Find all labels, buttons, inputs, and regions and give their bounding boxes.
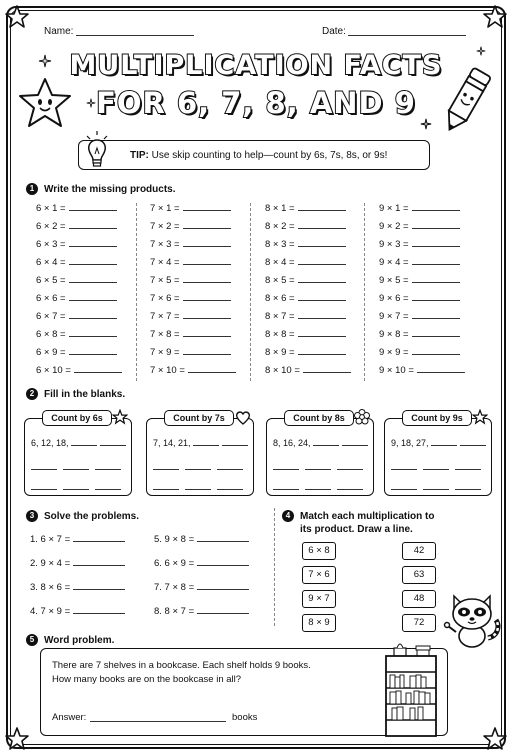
star-icon bbox=[472, 409, 488, 425]
fact-text: 6 × 10 = bbox=[36, 365, 71, 376]
answer-blank[interactable] bbox=[69, 293, 117, 301]
answer-blank[interactable] bbox=[412, 239, 460, 247]
answer-blank[interactable] bbox=[73, 582, 125, 590]
fact-text: 9 × 8 = bbox=[379, 329, 409, 340]
star-icon bbox=[4, 726, 30, 752]
page-title-line1: MULTIPLICATION FACTS bbox=[69, 50, 443, 81]
answer-blank[interactable] bbox=[412, 293, 460, 301]
pencil-mascot-icon bbox=[436, 64, 496, 138]
section-title: Word problem. bbox=[44, 635, 115, 646]
answer-blank[interactable] bbox=[183, 311, 231, 319]
section-number: 3 bbox=[26, 510, 38, 522]
fact-item bbox=[379, 311, 460, 323]
fact-item bbox=[36, 311, 117, 323]
match-right-item[interactable]: 42 bbox=[402, 542, 436, 560]
match-left-item[interactable]: 9 × 7 bbox=[302, 590, 336, 608]
fact-text: 6 × 6 = bbox=[36, 293, 66, 304]
raccoon-mascot-icon bbox=[442, 588, 504, 650]
fact-text: 8 × 6 = bbox=[265, 293, 295, 304]
sequence-row bbox=[391, 462, 487, 472]
answer-blank[interactable] bbox=[31, 482, 57, 490]
problem-text: 3. 8 × 6 = bbox=[30, 582, 71, 593]
answer-blank[interactable] bbox=[298, 257, 346, 265]
answer-blank[interactable] bbox=[273, 482, 299, 490]
fact-text: 8 × 4 = bbox=[265, 257, 295, 268]
match-right-item[interactable]: 72 bbox=[402, 614, 436, 632]
fact-item bbox=[36, 347, 117, 359]
fact-text: 8 × 7 = bbox=[265, 311, 295, 322]
fact-item bbox=[265, 293, 346, 305]
column-divider bbox=[250, 203, 251, 381]
problem-item bbox=[154, 558, 249, 569]
fact-text: 6 × 4 = bbox=[36, 257, 66, 268]
sequence-row bbox=[391, 482, 487, 492]
fact-text: 9 × 2 = bbox=[379, 221, 409, 232]
answer-blank[interactable] bbox=[197, 558, 249, 566]
fact-item bbox=[379, 257, 460, 269]
sequence-row bbox=[31, 482, 127, 492]
fact-item bbox=[36, 293, 117, 305]
answer-blank[interactable] bbox=[298, 221, 346, 229]
fact-item bbox=[36, 257, 117, 269]
fact-item bbox=[150, 257, 231, 269]
match-left-item[interactable]: 6 × 8 bbox=[302, 542, 336, 560]
fact-item bbox=[150, 311, 231, 323]
answer-blank[interactable] bbox=[342, 438, 368, 446]
fact-text: 7 × 10 = bbox=[150, 365, 185, 376]
sequence-row bbox=[273, 438, 368, 448]
answer-label: Answer: bbox=[52, 712, 87, 723]
answer-blank[interactable] bbox=[69, 311, 117, 319]
fact-text: 6 × 9 = bbox=[36, 347, 66, 358]
fact-text: 8 × 3 = bbox=[265, 239, 295, 250]
fact-text: 8 × 5 = bbox=[265, 275, 295, 286]
answer-blank[interactable] bbox=[69, 257, 117, 265]
answer-blank[interactable] bbox=[273, 462, 299, 470]
problem-text: 8. 8 × 7 = bbox=[154, 606, 195, 617]
answer-blank[interactable] bbox=[217, 482, 243, 490]
fact-text: 9 × 4 = bbox=[379, 257, 409, 268]
answer-blank[interactable] bbox=[63, 482, 89, 490]
date-field[interactable] bbox=[348, 26, 466, 36]
answer-blank[interactable] bbox=[69, 239, 117, 247]
tip-text bbox=[130, 150, 387, 161]
word-problem-line1: There are 7 shelves in a bookcase. Each shelf holds 9 books. bbox=[52, 660, 311, 671]
sequence-row bbox=[273, 462, 369, 472]
problem-item bbox=[30, 606, 125, 617]
fact-text: 7 × 7 = bbox=[150, 311, 180, 322]
sequence-row bbox=[31, 462, 127, 472]
answer-blank[interactable] bbox=[423, 462, 449, 470]
answer-blank[interactable] bbox=[183, 257, 231, 265]
answer-blank[interactable] bbox=[197, 534, 249, 542]
sequence-row bbox=[391, 438, 486, 448]
answer-blank[interactable] bbox=[185, 482, 211, 490]
sparkle-icon bbox=[476, 46, 486, 56]
answer-blank[interactable] bbox=[95, 462, 121, 470]
answer-blank[interactable] bbox=[412, 203, 460, 211]
fact-item bbox=[150, 275, 231, 287]
sequence-start: 8, 16, 24, bbox=[273, 438, 311, 448]
fact-text: 6 × 7 = bbox=[36, 311, 66, 322]
fact-item bbox=[150, 203, 231, 215]
fact-item bbox=[379, 365, 465, 377]
answer-blank[interactable] bbox=[183, 239, 231, 247]
sparkle-icon bbox=[420, 118, 432, 130]
answer-blank[interactable] bbox=[183, 293, 231, 301]
section-title-line2: its product. Draw a line. bbox=[300, 524, 413, 535]
answer-blank[interactable] bbox=[460, 438, 486, 446]
problem-item bbox=[30, 534, 125, 545]
sequence-row bbox=[153, 438, 248, 448]
answer-blank[interactable] bbox=[197, 582, 249, 590]
fact-item bbox=[150, 347, 231, 359]
answer-unit: books bbox=[232, 712, 258, 723]
answer-blank[interactable] bbox=[69, 275, 117, 283]
answer-blank[interactable] bbox=[417, 365, 465, 373]
answer-blank[interactable] bbox=[313, 438, 339, 446]
answer-blank[interactable] bbox=[337, 482, 363, 490]
fact-item bbox=[265, 239, 346, 251]
answer-blank[interactable] bbox=[183, 329, 231, 337]
fact-item bbox=[150, 221, 231, 233]
fact-item bbox=[150, 365, 236, 377]
problem-text: 4. 7 × 9 = bbox=[30, 606, 71, 617]
answer-blank[interactable] bbox=[412, 347, 460, 355]
answer-blank[interactable] bbox=[183, 203, 231, 211]
section-divider bbox=[274, 508, 275, 626]
answer-blank[interactable] bbox=[391, 462, 417, 470]
answer-blank[interactable] bbox=[217, 462, 243, 470]
fact-text: 8 × 2 = bbox=[265, 221, 295, 232]
problem-text: 5. 9 × 8 = bbox=[154, 534, 195, 545]
answer-blank[interactable] bbox=[455, 482, 481, 490]
fact-item bbox=[150, 329, 231, 341]
fact-item bbox=[36, 275, 117, 287]
fact-item bbox=[379, 275, 460, 287]
answer-blank[interactable] bbox=[298, 293, 346, 301]
star-icon bbox=[4, 4, 30, 30]
answer-blank[interactable] bbox=[412, 221, 460, 229]
word-problem-line2: How many books are on the bookcase in all? bbox=[52, 674, 242, 685]
fact-text: 8 × 10 = bbox=[265, 365, 300, 376]
problem-item bbox=[30, 582, 125, 593]
fact-item bbox=[379, 293, 460, 305]
fact-text: 9 × 7 = bbox=[379, 311, 409, 322]
name-label: Name: bbox=[44, 26, 74, 37]
answer-blank[interactable] bbox=[69, 221, 117, 229]
count-box-label: Count by 9s bbox=[402, 410, 472, 426]
answer-blank[interactable] bbox=[74, 365, 122, 373]
answer-blank[interactable] bbox=[73, 558, 125, 566]
bookcase-icon bbox=[380, 638, 442, 740]
answer-blank[interactable] bbox=[298, 329, 346, 337]
sequence-row bbox=[153, 462, 249, 472]
answer-blank[interactable] bbox=[298, 347, 346, 355]
fact-item bbox=[379, 203, 460, 215]
answer-blank[interactable] bbox=[69, 347, 117, 355]
answer-blank[interactable] bbox=[298, 275, 346, 283]
answer-blank[interactable] bbox=[303, 365, 351, 373]
answer-blank[interactable] bbox=[69, 203, 117, 211]
section-title: Solve the problems. bbox=[44, 511, 140, 522]
fact-text: 7 × 6 = bbox=[150, 293, 180, 304]
answer-blank[interactable] bbox=[423, 482, 449, 490]
answer-blank[interactable] bbox=[391, 482, 417, 490]
answer-blank[interactable] bbox=[412, 329, 460, 337]
fact-text: 8 × 9 = bbox=[265, 347, 295, 358]
answer-blank[interactable] bbox=[431, 438, 457, 446]
match-right-item[interactable]: 48 bbox=[402, 590, 436, 608]
sequence-start: 7, 14, 21, bbox=[153, 438, 191, 448]
answer-blank[interactable] bbox=[298, 203, 346, 211]
fact-text: 7 × 4 = bbox=[150, 257, 180, 268]
fact-text: 7 × 5 = bbox=[150, 275, 180, 286]
heart-icon bbox=[235, 410, 251, 425]
smiling-star-icon bbox=[16, 76, 74, 132]
answer-blank[interactable] bbox=[412, 311, 460, 319]
problem-item bbox=[154, 582, 249, 593]
fact-item bbox=[150, 239, 231, 251]
sparkle-icon bbox=[38, 54, 52, 68]
column-divider bbox=[364, 203, 365, 381]
star-icon bbox=[482, 4, 508, 30]
problem-text: 1. 6 × 7 = bbox=[30, 534, 71, 545]
problem-item bbox=[154, 534, 249, 545]
answer-blank[interactable] bbox=[222, 438, 248, 446]
fact-text: 7 × 3 = bbox=[150, 239, 180, 250]
answer-blank[interactable] bbox=[95, 482, 121, 490]
answer-blank[interactable] bbox=[69, 329, 117, 337]
answer-blank[interactable] bbox=[305, 482, 331, 490]
problem-item bbox=[30, 558, 125, 569]
fact-item bbox=[36, 221, 117, 233]
answer-blank[interactable] bbox=[73, 534, 125, 542]
fact-text: 9 × 6 = bbox=[379, 293, 409, 304]
answer-blank[interactable] bbox=[197, 606, 249, 614]
sparkle-icon bbox=[86, 98, 96, 108]
sequence-row bbox=[153, 482, 249, 492]
fact-text: 9 × 1 = bbox=[379, 203, 409, 214]
fact-item bbox=[150, 293, 231, 305]
sequence-start: 9, 18, 27, bbox=[391, 438, 429, 448]
answer-blank[interactable] bbox=[185, 462, 211, 470]
fact-item bbox=[36, 329, 117, 341]
section-number: 4 bbox=[282, 510, 294, 522]
fact-text: 6 × 8 = bbox=[36, 329, 66, 340]
count-box-label: Count by 6s bbox=[42, 410, 112, 426]
fact-item bbox=[379, 347, 460, 359]
fact-text: 7 × 2 = bbox=[150, 221, 180, 232]
answer-blank[interactable] bbox=[188, 365, 236, 373]
fact-item bbox=[379, 239, 460, 251]
fact-text: 6 × 1 = bbox=[36, 203, 66, 214]
problem-item bbox=[154, 606, 249, 617]
answer-blank[interactable] bbox=[193, 438, 219, 446]
sequence-row bbox=[31, 438, 126, 448]
answer-blank[interactable] bbox=[298, 311, 346, 319]
fact-text: 8 × 1 = bbox=[265, 203, 295, 214]
section-number: 5 bbox=[26, 634, 38, 646]
section-title: Fill in the blanks. bbox=[44, 389, 126, 400]
answer-blank[interactable] bbox=[63, 462, 89, 470]
fact-item bbox=[36, 239, 117, 251]
fact-item bbox=[265, 347, 346, 359]
fact-item bbox=[265, 221, 346, 233]
answer-blank[interactable] bbox=[183, 221, 231, 229]
lightbulb-icon bbox=[84, 130, 110, 172]
answer-blank[interactable] bbox=[455, 462, 481, 470]
tip-content: Use skip counting to help—count by 6s, 7s, 8s, or 9s! bbox=[151, 150, 388, 161]
answer-blank[interactable] bbox=[73, 606, 125, 614]
fact-text: 7 × 1 = bbox=[150, 203, 180, 214]
star-icon bbox=[112, 409, 128, 425]
answer-blank[interactable] bbox=[71, 438, 97, 446]
date-label: Date: bbox=[322, 26, 346, 37]
count-box-label: Count by 7s bbox=[164, 410, 234, 426]
fact-item bbox=[265, 329, 346, 341]
problem-text: 7. 7 × 8 = bbox=[154, 582, 195, 593]
fact-item bbox=[265, 257, 346, 269]
count-box-label: Count by 8s bbox=[284, 410, 354, 426]
fact-item bbox=[36, 203, 117, 215]
fact-text: 7 × 8 = bbox=[150, 329, 180, 340]
tip-label: TIP: bbox=[130, 150, 149, 161]
answer-blank[interactable] bbox=[31, 462, 57, 470]
answer-blank[interactable] bbox=[183, 275, 231, 283]
fact-text: 9 × 10 = bbox=[379, 365, 414, 376]
match-right-item[interactable]: 63 bbox=[402, 566, 436, 584]
answer-blank[interactable] bbox=[100, 438, 126, 446]
sequence-row bbox=[273, 482, 369, 492]
section-title-line1: Match each multiplication to bbox=[300, 511, 435, 522]
column-divider bbox=[136, 203, 137, 381]
fact-text: 8 × 8 = bbox=[265, 329, 295, 340]
section-number: 1 bbox=[26, 183, 38, 195]
flower-icon bbox=[354, 409, 370, 425]
fact-item bbox=[265, 311, 346, 323]
problem-text: 2. 9 × 4 = bbox=[30, 558, 71, 569]
fact-text: 9 × 3 = bbox=[379, 239, 409, 250]
problem-text: 6. 6 × 9 = bbox=[154, 558, 195, 569]
page-title-line2: FOR 6, 7, 8, AND 9 bbox=[96, 86, 416, 120]
match-left-item[interactable]: 8 × 9 bbox=[302, 614, 336, 632]
answer-blank[interactable] bbox=[412, 275, 460, 283]
section-title: Write the missing products. bbox=[44, 184, 176, 195]
match-left-item[interactable]: 7 × 6 bbox=[302, 566, 336, 584]
answer-blank[interactable] bbox=[183, 347, 231, 355]
answer-field[interactable] bbox=[90, 712, 226, 722]
answer-blank[interactable] bbox=[153, 482, 179, 490]
star-icon bbox=[482, 726, 508, 752]
fact-text: 6 × 2 = bbox=[36, 221, 66, 232]
answer-blank[interactable] bbox=[153, 462, 179, 470]
fact-item bbox=[265, 365, 351, 377]
fact-item bbox=[379, 221, 460, 233]
name-field[interactable] bbox=[76, 26, 194, 36]
fact-text: 7 × 9 = bbox=[150, 347, 180, 358]
fact-text: 9 × 5 = bbox=[379, 275, 409, 286]
section-number: 2 bbox=[26, 388, 38, 400]
sequence-start: 6, 12, 18, bbox=[31, 438, 69, 448]
answer-blank[interactable] bbox=[337, 462, 363, 470]
answer-blank[interactable] bbox=[305, 462, 331, 470]
fact-item bbox=[379, 329, 460, 341]
fact-text: 6 × 3 = bbox=[36, 239, 66, 250]
answer-blank[interactable] bbox=[412, 257, 460, 265]
answer-blank[interactable] bbox=[298, 239, 346, 247]
fact-text: 6 × 5 = bbox=[36, 275, 66, 286]
fact-item bbox=[265, 203, 346, 215]
fact-item bbox=[265, 275, 346, 287]
fact-item bbox=[36, 365, 122, 377]
fact-text: 9 × 9 = bbox=[379, 347, 409, 358]
